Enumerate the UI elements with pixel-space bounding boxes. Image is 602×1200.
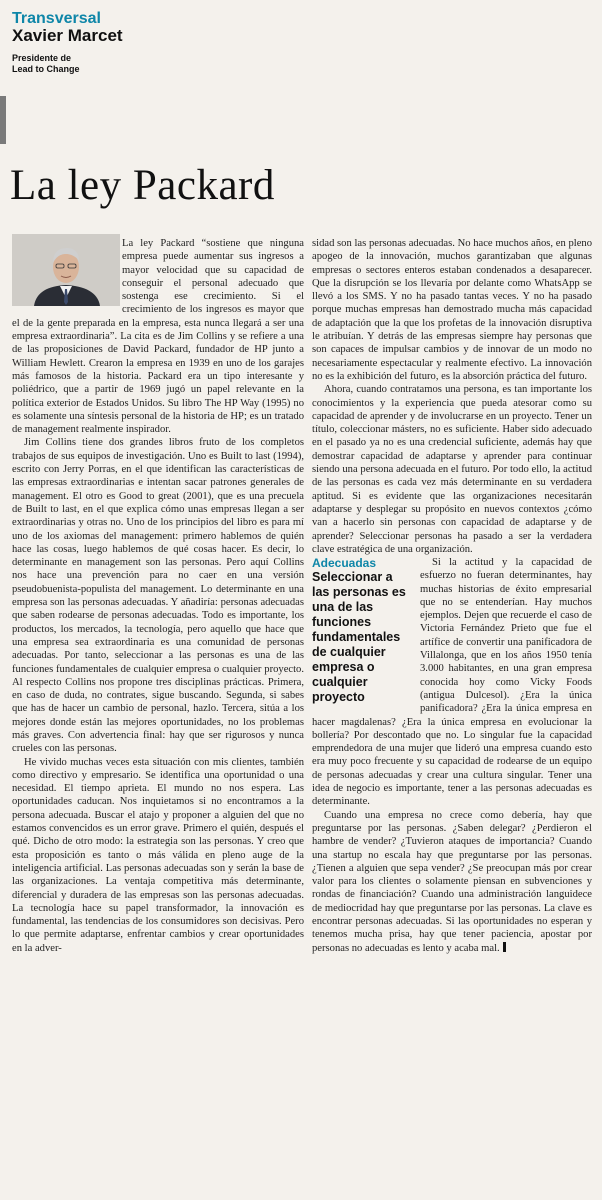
pull-quote-label: Adecuadas — [312, 556, 377, 570]
end-of-article-mark — [503, 942, 506, 952]
article-column-2-lower — [312, 556, 592, 955]
article-paragraph: Cuando una empresa no crece como debería, hay que preguntarse por las personas. ¿Saben delegar? ¿Perdieron el hambre de vender? ¿Tuvieron ataques de importancia? Cuando una startup no escala hay que preguntarse por las personas. ¿Tienen a alguien que sepa vender? ¿Se preocupan más por crear valor para los clientes o solamente piensan en subvenciones y rondas de financiación? Cuando una administración languidece de mediocridad hay que preguntarse por las personas. La clave es encontrar personas adecuadas. Si las oportunidades no esperan y tenemos mucha prisa, hay que tener paciencia, apostar por personas no adecuadas es lento y acaba mal. — [312, 809, 592, 954]
article-column-1 — [12, 237, 304, 955]
article-column-2 — [312, 237, 592, 556]
pull-quote-spacer — [312, 556, 420, 713]
column-header — [12, 10, 123, 75]
pull-quote-text: Seleccionar a las personas es una de las funciones fundamentales de cualquier empresa o cualquier proyecto — [312, 570, 406, 704]
article-paragraph: sidad son las personas adecuadas. No hace muchos años, en pleno apogeo de la innovación, muchos garantizaban que algunas empresas o sectores enteros estaban condenados a desaparecer. Que la disrupción se los llevaría por delante como WhatsApp se llevó a los SMS. Y no ha pasado tantas veces. Y no ha pasado porque muchas empresas han demostrado mucha más capacidad de adaptación que la que los profetas de la innovación disruptiva le atribuían. Y detrás de las empresas siempre hay personas que son capaces de impulsar cambios y de innovar de un modo no necesariamente espectacular y realmente efectivo. La innovación no es la exhibición del futuro, es la absorción práctica del futuro. — [312, 238, 592, 382]
article-paragraph: Si la actitud y la capacidad de esfuerzo no fueran determinantes, hay muchas historias de éxito empresarial que no se entenderían. Hay muchos ejemplos. Dejen que recuerde el caso de Victoria Fernández Prieto que fue el artífice de convertir una panificadora de Villalonga, que en los años 1950 tenía 3.000 habitantes, en una gran empresa conocida hoy como Vicky Foods (antigua Dulcesol). ¿Era la única panificadora? ¿Era la única empresa en hacer magdalenas? ¿Era la única empresa en evolucionar la bollería? Por descontado que no. Lo singular fue la capacidad emprendedora de una mujer que lideró una empresa cuando esto era muy poco frecuente y su capacidad de rodearse de un equipo de personas adecuadas y crear una cultura singular. Tener una idea de negocio es importante, tener a las personas adecuadas es determinante. — [312, 557, 592, 808]
author-role-line2: Lead to Change — [12, 64, 80, 74]
author-role — [12, 53, 123, 75]
article-paragraph: La ley Packard “sostiene que ninguna empresa puede aumentar sus ingresos a mayor velocidad que su capacidad de conseguir el personal adecuado que sostenga ese crecimiento. Si el crecimiento de los ingresos es mayor que el de la gente preparada en la empresa, esta nunca llegará a ser una empresa extraordinaria”. La cita es de Jim Collins y se refiere a una de las proposiciones de David Packard, fundador de HP junto a William Hewlett. Crearon la empresa en 1939 en uno de los garajes más famosos de la historia. Packard era un tipo interesante y poliédrico, que a partir de 1969 jugó un papel relevante en la política exterior de Estados Unidos. Su libro The HP Way (1995) no es solamente una síntesis personal de la historia de HP; es un tratado de management realmente inspirador. — [12, 238, 304, 436]
author-name: Xavier Marcet — [12, 26, 123, 45]
margin-bar — [0, 96, 6, 144]
author-role-line1: Presidente de — [12, 53, 72, 63]
photo-spacer — [12, 237, 122, 311]
article-paragraph: He vivido muchas veces esta situación con mis clientes, también como directivo y empresario. Se identifica una oportunidad o una necesidad. El tiempo aprieta. El mundo no nos espera. Las oportunidades caducan. Nos inquietamos si no encontramos a la persona adecuada. Buscar el atajo y proponer a alguien del que no estamos convencidos es un error grave. Primero el quién, después el qué. Dicho de otro modo: la estrategia son las personas. Y creo que esta proposición es tanto o más válida en pleno auge de la inteligencia artificial. Las personas adecuadas son y serán la base de las organizaciones. La ventaja competitiva más determinante, diferencial y duradera de las empresas son las personas adecuadas. La tecnología hace su papel transformador, la innovación es fundamental, las tendencias de los consumidores son decisivas. Pero lo que permite adaptarse, enfrentar cambios y crear oportunidades en la adver- — [12, 756, 304, 954]
article-paragraph: Jim Collins tiene dos grandes libros fruto de los completos trabajos de sus equipos de investigación. Uno es Built to last (1994), escrito con Jerry Porras, en el que identifican las características de las empresas extraordinarias e intentan sacar patrones generales de management. El otro es Good to great (2001), que es una precuela de Built to last, en el que explica cómo unas empresas llegan a ser extraordinarias y otras no. Uno de los principios del libro es para mí uno de los axiomas del management: primero hablemos de quién hace las cosas, luego hablemos de qué cosas hacer. Es decir, lo determinante en management son las personas. Pero aquí Collins nos hace una prevención para no caer en una versión pseudobuenista-populista del management. Lo determinante en una empresa son las personas adecuadas. Y añadiría: personas adecuadas que saben rodearse de personas adecuadas. Todo es importante, los productos, los mercados, la tecnología, pero aquello que hace que una empresa sea extraordinaria es una comunidad de personas adecuadas. Por tanto, seleccionar a las personas es una de las funciones fundamentales de cualquier empresa o cualquier proyecto. Al respecto Collins nos propone tres disciplinas prácticas. Primera, en caso de duda, no contrates, sigue buscando. Segunda, si sabes que has de hacer un cambio de personal, hazlo. Tercera, sitúa a los mejores donde están las mejores oportunidades, no los problemas más graves. Con advertencia final: hay que ser rigurosos y nunca crueles con las personas. — [12, 437, 304, 755]
article-paragraph: Ahora, cuando contratamos una persona, es tan importante los conocimientos y la experiencia que pueda atesorar como su capacidad de aprender y de involucrarse en un proyecto. Tener un título, coleccionar másters, no es suficiente. Haber sido adecuado en el pasado ya no es una credencial suficiente, además hay que demostrar capacidad de adaptarse y aprender para continuar siendo una persona adecuada en el futuro. Por todo ello, la actitud de las personas es cada vez más determinante en su verdadera aptitud. Si es evidente que las organizaciones necesitarán adaptarse y desplegar su propósito en nuevos contextos ¿cómo van a hacerlo sin personas con capacidad de adaptarse y de aprender? Seleccionar personas ha pasado a ser la verdadera clave estratégica de una organización. — [312, 384, 592, 555]
section-label: Transversal — [12, 10, 101, 27]
headline: La ley Packard — [10, 162, 275, 209]
